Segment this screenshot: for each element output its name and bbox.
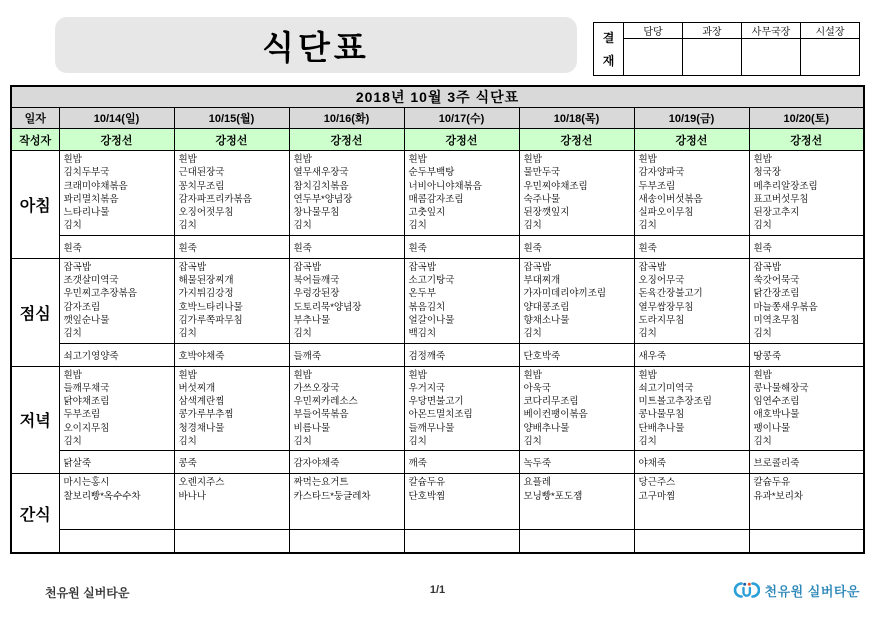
menu-item: 비름나물 (293, 422, 331, 434)
porridge-cell-dinner-6: 브로콜리죽 (749, 451, 864, 474)
menu-item: 김치 (523, 220, 542, 232)
menu-cell-breakfast-5 (634, 151, 749, 236)
title-box (55, 17, 577, 73)
menu-item: 팽이나물 (753, 422, 791, 434)
menu-item: 창나물무침 (293, 207, 340, 219)
menu-item: 잡곡밥 (293, 261, 322, 273)
page-footer (0, 578, 875, 614)
menu-item: 김치 (753, 436, 772, 448)
menu-item: 고구마찜 (638, 490, 676, 502)
menu-item: 가쓰오장국 (293, 382, 340, 394)
footer-logo-text: 천유원 실버타운 (764, 583, 860, 599)
menu-item: 된장고추지 (753, 207, 800, 219)
porridge-cell-dinner-0: 닭살죽 (59, 451, 174, 474)
menu-item: 된장깻잎지 (523, 207, 570, 219)
menu-item: 청경채나물 (178, 422, 225, 434)
menu-item: 김치 (178, 436, 197, 448)
approval-col-office-director: 사무국장 (742, 23, 801, 39)
menu-item: 잡곡밥 (753, 261, 782, 273)
menu-item: 부대찌개 (523, 275, 561, 287)
menu-item: 잡곡밥 (523, 261, 552, 273)
menu-table (10, 85, 865, 554)
menu-cell-dinner-2 (289, 366, 404, 451)
menu-item: 들깨무채국 (63, 382, 110, 394)
table-title-row (11, 86, 864, 108)
menu-item: 얼갈이나물 (408, 314, 455, 326)
menu-item: 잡곡밥 (63, 261, 92, 273)
menu-item: 감자파프리카볶음 (178, 193, 252, 205)
menu-item: 미역초무침 (753, 314, 800, 326)
menu-cell-dinner-3 (404, 366, 519, 451)
menu-cell-dinner-0 (59, 366, 174, 451)
porridge-cell-dinner-2: 감자야채죽 (289, 451, 404, 474)
menu-item: 오이지무침 (63, 422, 110, 434)
author-cell-0: 강정선 (59, 129, 174, 151)
approval-sign-cell (801, 39, 860, 76)
author-cell-1: 강정선 (174, 129, 289, 151)
meal-menu-row-snack (11, 474, 864, 530)
approval-table (593, 22, 860, 76)
meal-menu-row-lunch (11, 258, 864, 343)
menu-item: 흰밥 (638, 154, 657, 165)
date-cell-1: 10/15(월) (174, 108, 289, 129)
menu-item: 흰밥 (293, 369, 312, 381)
porridge-cell-snack-3 (404, 530, 519, 553)
date-cell-6: 10/20(토) (749, 108, 864, 129)
porridge-cell-dinner-5: 야채죽 (634, 451, 749, 474)
menu-cell-snack-6 (749, 474, 864, 530)
approval-sign-cell (624, 39, 683, 76)
footer-organization: 천유원 실버타운 (45, 586, 130, 600)
menu-item: 양배추나물 (523, 422, 570, 434)
menu-cell-dinner-4 (519, 366, 634, 451)
meal-label-snack: 간식 (11, 474, 59, 553)
menu-item: 흰밥 (753, 154, 772, 165)
menu-item: 베이컨팽이볶음 (523, 409, 588, 421)
menu-cell-snack-5 (634, 474, 749, 530)
menu-cell-dinner-5 (634, 366, 749, 451)
menu-item: 양대콩조림 (523, 301, 570, 313)
approval-label-char2: 재 (602, 53, 615, 68)
menu-item: 북어들깨국 (293, 275, 340, 287)
menu-item: 조갯살미역국 (63, 275, 119, 287)
porridge-cell-snack-0 (59, 530, 174, 553)
menu-item: 김치 (178, 220, 197, 232)
menu-item: 돈육간장불고기 (638, 288, 703, 300)
menu-item: 오렌지주스 (178, 477, 225, 489)
menu-item: 두부조림 (63, 409, 101, 421)
menu-item: 김치 (638, 436, 657, 448)
date-row-label: 일자 (11, 108, 59, 129)
porridge-cell-snack-2 (289, 530, 404, 553)
menu-item: 임연수조림 (753, 396, 800, 408)
author-cell-2: 강정선 (289, 129, 404, 151)
menu-item: 청국장 (753, 167, 782, 179)
menu-item: 찰보리빵*옥수수차 (63, 490, 141, 502)
menu-item: 김치 (638, 220, 657, 232)
menu-item: 호박느타리나물 (178, 301, 243, 313)
menu-item: 흰밥 (523, 369, 542, 381)
menu-item: 잡곡밥 (178, 261, 207, 273)
menu-item: 잡곡밥 (638, 261, 667, 273)
approval-col-manager: 과장 (683, 23, 742, 39)
menu-item: 백김치 (408, 328, 437, 340)
logo-mark-icon (732, 580, 760, 600)
date-cell-0: 10/14(일) (59, 108, 174, 129)
menu-item: 단배추나물 (638, 422, 685, 434)
menu-item: 표고버섯무침 (753, 193, 809, 205)
author-cell-6: 강정선 (749, 129, 864, 151)
menu-item: 버섯찌개 (178, 382, 216, 394)
menu-cell-snack-2 (289, 474, 404, 530)
menu-item: 꽈리멸치볶음 (63, 193, 119, 205)
menu-item: 닭야채조림 (63, 396, 110, 408)
approval-label (594, 23, 624, 76)
porridge-cell-lunch-4: 단호박죽 (519, 343, 634, 366)
approval-sign-cell (742, 39, 801, 76)
meal-label-lunch: 점심 (11, 258, 59, 366)
author-cell-3: 강정선 (404, 129, 519, 151)
menu-item: 김치 (293, 220, 312, 232)
menu-item: 김치 (178, 328, 197, 340)
porridge-cell-lunch-5: 새우죽 (634, 343, 749, 366)
menu-item: 우민찌야채조림 (523, 180, 588, 192)
menu-item: 단호박찜 (408, 490, 446, 502)
menu-item: 열무새우장국 (293, 167, 349, 179)
menu-item: 열무쌈장무침 (638, 301, 694, 313)
menu-item: 부들어묵볶음 (293, 409, 349, 421)
menu-item: 칼슘두유 (753, 477, 791, 489)
porridge-cell-dinner-4: 녹두죽 (519, 451, 634, 474)
menu-item: 가자미데리야끼조림 (523, 288, 607, 300)
porridge-row-lunch (11, 343, 864, 366)
menu-cell-breakfast-4 (519, 151, 634, 236)
menu-item: 흰밥 (408, 369, 427, 381)
approval-label-char1: 결 (602, 31, 615, 46)
menu-item: 우민찌카레소스 (293, 396, 358, 408)
menu-cell-breakfast-0 (59, 151, 174, 236)
menu-item: 부추나물 (293, 314, 331, 326)
menu-item: 온두부 (408, 288, 437, 300)
menu-item: 연두부*양념장 (293, 193, 353, 205)
menu-cell-snack-0 (59, 474, 174, 530)
menu-item: 매콤감자조림 (408, 193, 464, 205)
menu-item: 마시는홍시 (63, 477, 110, 489)
menu-item: 삼색계란찜 (178, 396, 225, 408)
menu-item: 흰밥 (408, 154, 427, 165)
date-row (11, 108, 864, 129)
menu-item: 김치 (753, 220, 772, 232)
menu-item: 근대된장국 (178, 167, 225, 179)
menu-item: 감자양파국 (638, 167, 685, 179)
porridge-row-dinner (11, 451, 864, 474)
menu-item: 오징어무국 (638, 275, 685, 287)
menu-cell-lunch-6 (749, 258, 864, 343)
menu-cell-breakfast-3 (404, 151, 519, 236)
menu-item: 김치 (63, 436, 82, 448)
menu-cell-lunch-4 (519, 258, 634, 343)
menu-item: 크래미야채볶음 (63, 180, 128, 192)
menu-item: 숙주나물 (523, 193, 561, 205)
menu-item: 두부조림 (638, 180, 676, 192)
porridge-row-snack (11, 530, 864, 553)
porridge-cell-breakfast-3: 흰죽 (404, 235, 519, 258)
menu-item: 도토리묵*양념장 (293, 301, 362, 313)
menu-item: 도라지무침 (638, 314, 685, 326)
menu-item: 소고기탕국 (408, 275, 455, 287)
menu-item: 우거지국 (408, 382, 446, 394)
menu-cell-lunch-5 (634, 258, 749, 343)
porridge-cell-breakfast-5: 흰죽 (634, 235, 749, 258)
menu-cell-lunch-3 (404, 258, 519, 343)
menu-cell-lunch-1 (174, 258, 289, 343)
menu-item: 볶음김치 (408, 301, 446, 313)
menu-item: 김치두부국 (63, 167, 110, 179)
menu-item: 흰밥 (753, 369, 772, 381)
menu-cell-breakfast-2 (289, 151, 404, 236)
menu-item: 해물된장찌개 (178, 275, 234, 287)
menu-item: 김가루쪽파무침 (178, 314, 243, 326)
approval-sign-cell (683, 39, 742, 76)
menu-item: 김치 (63, 220, 82, 232)
porridge-cell-snack-6 (749, 530, 864, 553)
porridge-cell-snack-5 (634, 530, 749, 553)
menu-item: 오징어젓무침 (178, 207, 234, 219)
menu-item: 흰밥 (523, 154, 542, 165)
author-cell-5: 강정선 (634, 129, 749, 151)
author-cell-4: 강정선 (519, 129, 634, 151)
meal-label-breakfast: 아침 (11, 151, 59, 259)
menu-item: 흰밥 (63, 369, 82, 381)
porridge-cell-dinner-1: 콩죽 (174, 451, 289, 474)
date-cell-3: 10/17(수) (404, 108, 519, 129)
table-title: 2018년 10월 3주 식단표 (11, 86, 864, 108)
porridge-cell-lunch-2: 들깨죽 (289, 343, 404, 366)
footer-logo (732, 580, 860, 600)
menu-cell-breakfast-6 (749, 151, 864, 236)
menu-item: 콩가루부추찜 (178, 409, 234, 421)
menu-item: 쇠고기미역국 (638, 382, 694, 394)
menu-item: 닭간장조림 (753, 288, 800, 300)
menu-item: 흰밥 (638, 369, 657, 381)
porridge-cell-snack-1 (174, 530, 289, 553)
meal-menu-row-dinner (11, 366, 864, 451)
menu-item: 짜먹는요거트 (293, 477, 349, 489)
menu-item: 메추리알장조림 (753, 180, 818, 192)
menu-item: 향채소나물 (523, 314, 570, 326)
menu-item: 참치김치볶음 (293, 180, 349, 192)
menu-item: 김치 (408, 436, 427, 448)
menu-item: 김치 (293, 328, 312, 340)
porridge-cell-breakfast-0: 흰죽 (59, 235, 174, 258)
porridge-cell-breakfast-4: 흰죽 (519, 235, 634, 258)
menu-item: 요플레 (523, 477, 552, 489)
menu-item: 실파오이무침 (638, 207, 694, 219)
menu-item: 콩나물해장국 (753, 382, 809, 394)
menu-item: 너비아니야채볶음 (408, 180, 482, 192)
approval-col-staff: 담당 (624, 23, 683, 39)
menu-item: 카스타드*둥글레차 (293, 490, 371, 502)
menu-item: 흰밥 (178, 154, 197, 165)
date-cell-5: 10/19(금) (634, 108, 749, 129)
menu-item: 흰밥 (63, 154, 82, 165)
menu-cell-lunch-0 (59, 258, 174, 343)
menu-item: 들깨무나물 (408, 422, 455, 434)
menu-cell-snack-3 (404, 474, 519, 530)
menu-item: 우당면불고기 (408, 396, 464, 408)
menu-item: 김치 (523, 436, 542, 448)
menu-item: 김치 (523, 328, 542, 340)
porridge-cell-lunch-0: 쇠고기영양죽 (59, 343, 174, 366)
menu-item: 모닝빵*포도잼 (523, 490, 583, 502)
menu-item: 느타리나물 (63, 207, 110, 219)
menu-item: 김치 (753, 328, 772, 340)
menu-item: 깻잎순나물 (63, 314, 110, 326)
author-row-label: 작성자 (11, 129, 59, 151)
meal-menu-row-breakfast (11, 151, 864, 236)
menu-item: 아몬드멸치조림 (408, 409, 473, 421)
menu-item: 쑥갓어묵국 (753, 275, 800, 287)
meal-label-dinner: 저녁 (11, 366, 59, 474)
porridge-cell-breakfast-1: 흰죽 (174, 235, 289, 258)
page-number: 1/1 (429, 584, 446, 596)
menu-item: 마늘쫑새우볶음 (753, 301, 818, 313)
porridge-cell-lunch-3: 검정깨죽 (404, 343, 519, 366)
menu-item: 꽁치무조림 (178, 180, 225, 192)
porridge-cell-breakfast-2: 흰죽 (289, 235, 404, 258)
menu-item: 김치 (638, 328, 657, 340)
menu-item: 미트볼고추장조림 (638, 396, 712, 408)
date-cell-4: 10/18(목) (519, 108, 634, 129)
porridge-cell-snack-4 (519, 530, 634, 553)
menu-item: 아욱국 (523, 382, 552, 394)
author-row (11, 129, 864, 151)
page-header (0, 0, 875, 84)
porridge-cell-dinner-3: 깨죽 (404, 451, 519, 474)
menu-cell-lunch-2 (289, 258, 404, 343)
menu-item: 가지튀김강정 (178, 288, 234, 300)
date-cell-2: 10/16(화) (289, 108, 404, 129)
menu-item: 우렁강된장 (293, 288, 340, 300)
menu-item: 고춧잎지 (408, 207, 446, 219)
menu-item: 코다리무조림 (523, 396, 579, 408)
menu-item: 잡곡밥 (408, 261, 437, 273)
menu-item: 순두부백탕 (408, 167, 455, 179)
porridge-row-breakfast (11, 235, 864, 258)
menu-cell-snack-1 (174, 474, 289, 530)
menu-item: 유과*보리차 (753, 490, 804, 502)
menu-item: 물만두국 (523, 167, 561, 179)
menu-item: 흰밥 (293, 154, 312, 165)
menu-item: 콩나물무침 (638, 409, 685, 421)
porridge-cell-lunch-6: 땅콩죽 (749, 343, 864, 366)
porridge-cell-breakfast-6: 흰죽 (749, 235, 864, 258)
menu-item: 우민찌고추장볶음 (63, 288, 137, 300)
porridge-cell-lunch-1: 호박야채죽 (174, 343, 289, 366)
menu-item: 새송이버섯볶음 (638, 193, 703, 205)
approval-col-facility-director: 시설장 (801, 23, 860, 39)
menu-item: 감자조림 (63, 301, 101, 313)
menu-item: 칼슘두유 (408, 477, 446, 489)
menu-item: 애호박나물 (753, 409, 800, 421)
menu-item: 당근주스 (638, 477, 676, 489)
menu-item: 김치 (408, 220, 427, 232)
menu-cell-dinner-1 (174, 366, 289, 451)
menu-item: 김치 (293, 436, 312, 448)
menu-item: 바나나 (178, 490, 207, 502)
menu-cell-dinner-6 (749, 366, 864, 451)
menu-item: 흰밥 (178, 369, 197, 381)
menu-item: 김치 (63, 328, 82, 340)
page-title: 식단표 (262, 28, 370, 66)
menu-cell-breakfast-1 (174, 151, 289, 236)
menu-cell-snack-4 (519, 474, 634, 530)
